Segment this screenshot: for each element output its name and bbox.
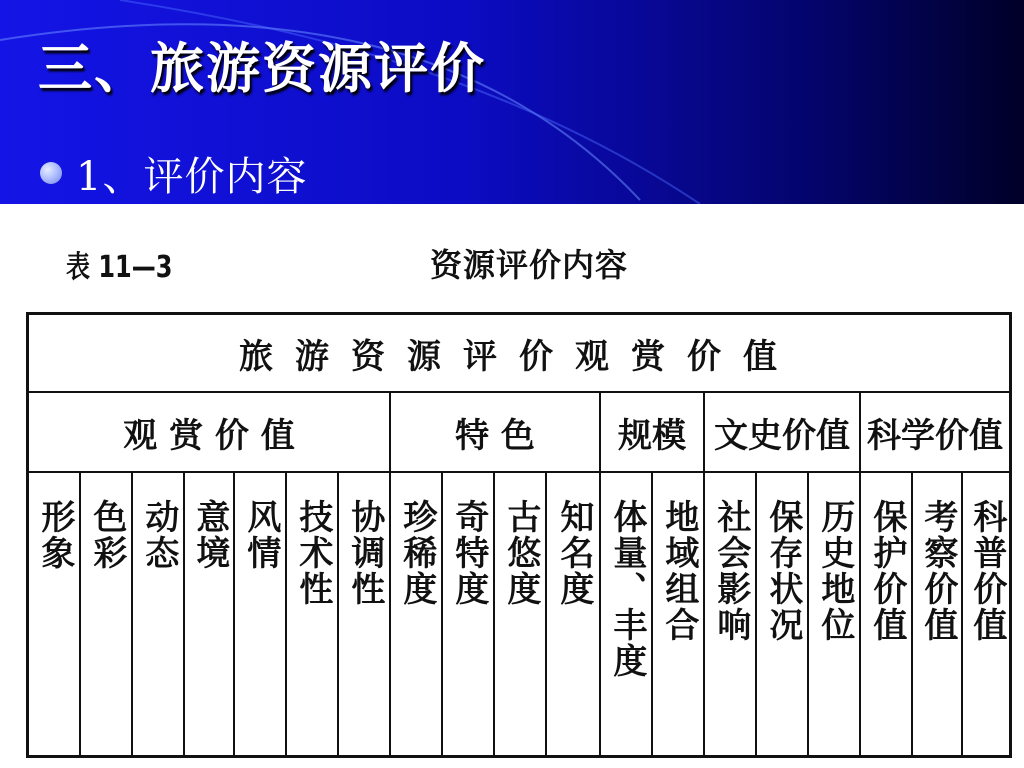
evaluation-table [26,312,1012,758]
category-scientific-value: 科学价值 [867,415,1003,456]
item-cell [495,473,547,755]
item-cell [757,473,809,755]
item-cell [29,473,81,755]
item-cell [653,473,705,755]
item-cell [391,473,443,755]
category-ornamental-value: 观 赏 价 值 [29,393,391,471]
category-cultural-history-value: 文史价值 [705,393,861,471]
item-row [29,473,1009,755]
item-label: 协调性 [344,499,385,607]
item-label: 地域组合 [658,499,699,643]
item-label: 体量、丰度 [606,499,647,679]
bullet-icon [40,162,62,184]
item-label: 知名度 [553,499,594,607]
item-cell [547,473,601,755]
category-row [29,393,1009,473]
bullet-text: 1、评价内容 [76,153,308,200]
item-label: 社会影响 [710,499,751,643]
item-cell [705,473,757,755]
item-cell [861,473,913,755]
item-label: 奇特度 [448,499,489,607]
item-label: 意境 [189,499,230,571]
item-cell [185,473,235,755]
item-cell [601,473,653,755]
item-cell [235,473,287,755]
item-cell [133,473,185,755]
item-cell [913,473,963,755]
item-label: 考察价值 [917,499,958,643]
category-features: 特 色 [391,393,601,471]
top-header-text: 旅游资源评价观赏价值 [239,336,799,377]
item-cell [81,473,133,755]
item-label: 色彩 [86,499,127,571]
item-label: 动态 [138,499,179,571]
item-cell [809,473,861,755]
item-label: 珍稀度 [396,499,437,607]
table-number: 表 11—3 [66,250,173,285]
slide-title: 三、旅游资源评价 [38,36,486,100]
slide-header [0,0,1024,204]
scanned-table-image [0,204,1024,768]
item-cell [287,473,339,755]
item-label: 技术性 [292,499,333,607]
item-cell [339,473,391,755]
item-label: 形象 [34,499,75,571]
item-label: 古悠度 [500,499,541,607]
table-top-header [29,315,1009,393]
item-label: 保存状况 [762,499,803,643]
item-cell [443,473,495,755]
item-label: 科普价值 [966,499,1007,643]
item-label: 风情 [240,499,281,571]
item-label: 历史地位 [814,499,855,643]
item-cell [963,473,1009,755]
bullet-item [40,145,307,201]
table-caption: 资源评价内容 [430,246,629,284]
category-scale: 规模 [601,393,705,471]
item-label: 保护价值 [866,499,907,643]
